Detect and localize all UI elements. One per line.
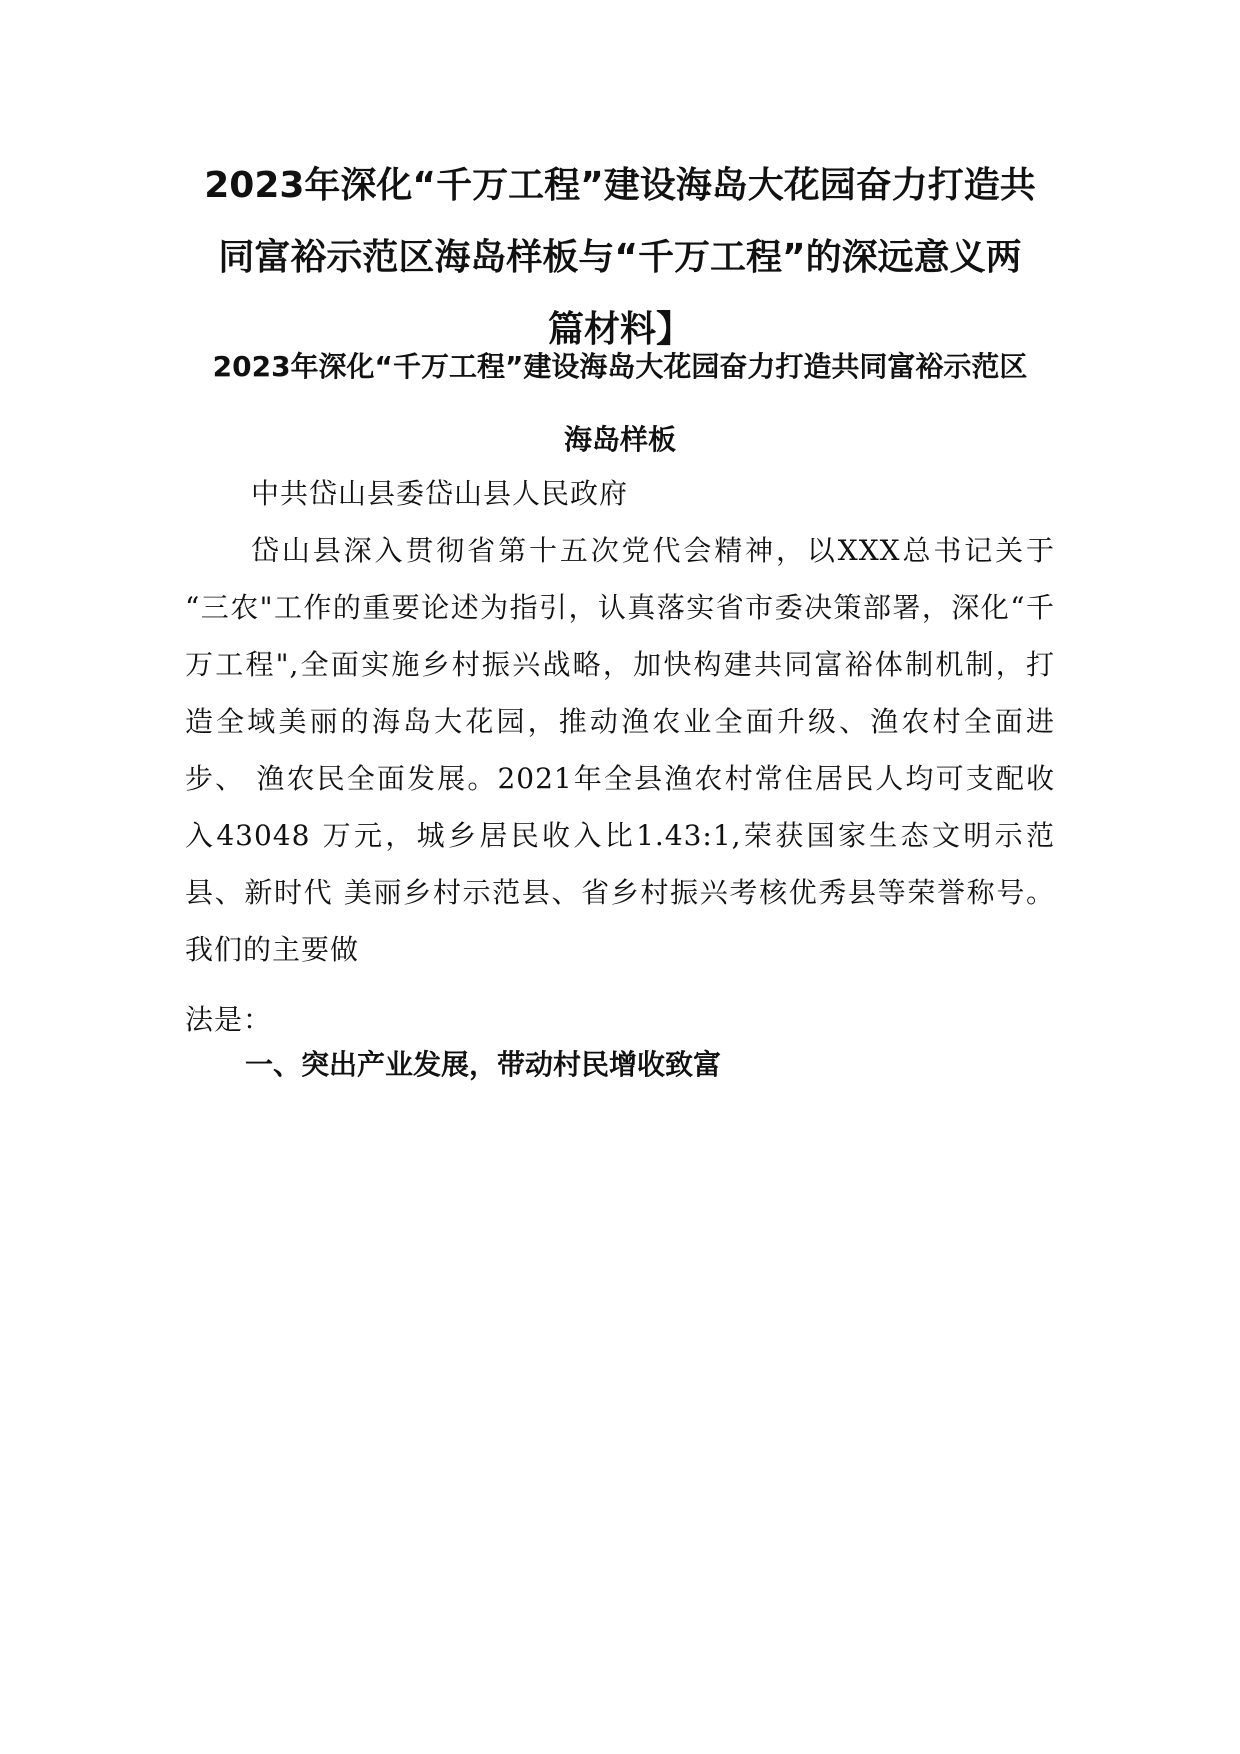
body-line-9: 法是： [185,1003,273,1036]
section-heading: 一、突出产业发展，带动村民增收致富 [245,1048,722,1081]
author-line: 中共岱山县委岱山县人民政府 [251,477,629,510]
body-line-3: 万工程",全面实施乡村振兴战略，加快构建共同富裕体制机制，打 [185,648,1055,681]
body-line-2: “三农"工作的重要论述为指引，认真落实省市委决策部署，深化“千 [185,591,1055,624]
body-line-8: 我们的主要做 [185,933,360,966]
body-line-6: 入43048 万元，城乡居民收入比1.43:1,荣获国家生态文明示范 [185,819,1055,852]
sub-title-line-2: 海岛样板 [563,423,676,456]
sub-title-line-1: 2023年深化“千万工程”建设海岛大花园奋力打造共同富裕示范区 [212,350,1028,383]
body-line-1: 岱山县深入贯彻省第十五次党代会精神，以XXX总书记关于 [251,534,1055,567]
main-title: 2023年深化“千万工程”建设海岛大花园奋力打造共 同富裕示范区海岛样板与“千万工程”的深远意义两 篇材料】 [204,165,1036,350]
body-line-5: 步、 渔农民全面发展。2021年全县渔农村常住居民人均可支配收 [185,762,1055,795]
body-line-7: 县、新时代 美丽乡村示范县、省乡村振兴考核优秀县等荣誉称号。 [185,876,1055,909]
body-line-4: 造全域美丽的海岛大花园，推动渔农业全面升级、渔农村全面进 [185,705,1055,738]
